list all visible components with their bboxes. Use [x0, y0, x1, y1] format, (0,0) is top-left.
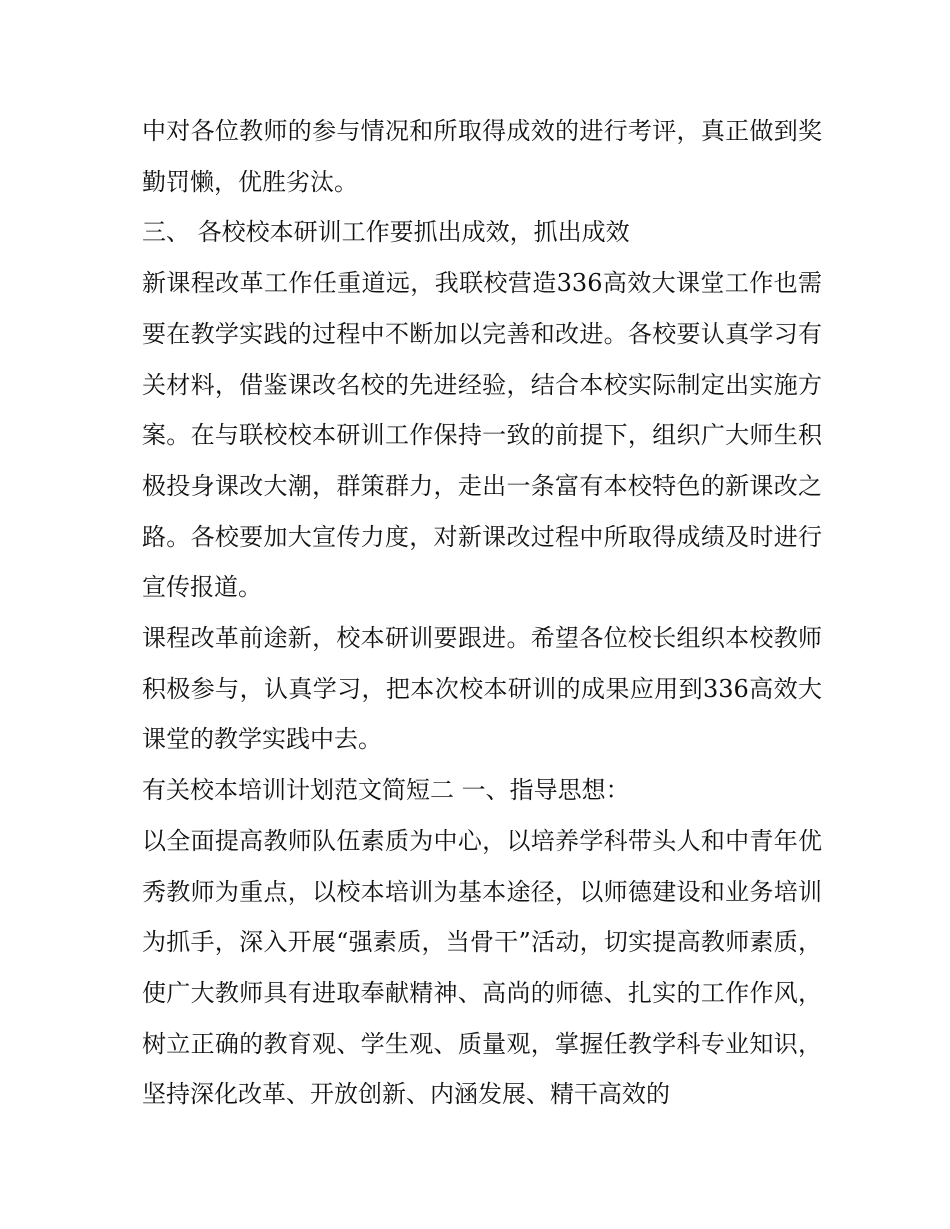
document-body [142, 106, 822, 1120]
paragraph-follow-up: 课程改革前途新，校本研训要跟进。希望各位校长组织本校教师积极参与，认真学习，把本次校本研训的成果应用到336高效大课堂的教学实践中去。 [142, 624, 822, 754]
paragraph-guiding-ideology: 以全面提高教师队伍素质为中心，以培养学科带头人和中青年优秀教师为重点，以校本培训为基本途径，以师德建设和业务培训为抓手，深入开展“强素质，当骨干”活动，切实提高教师素质，使广大教师具有进取奉献精神、高尚的师德、扎实的工作作风，树立正确的教育观、学生观、质量观，掌握任教学科专业知识，坚持深化改革、开放创新、内涵发展、精干高效的 [142, 826, 822, 1109]
section-heading-three: 三、 各校校本研训工作要抓出成效，抓出成效 [142, 218, 630, 247]
paragraph-reform-work: 新课程改革工作任重道远，我联校营造336高效大课堂工作也需要在教学实践的过程中不断加以完善和改进。各校要认真学习有关材料，借鉴课改名校的先进经验，结合本校实际制定出实施方案。在与联校校本研训工作保持一致的前提下，组织广大师生积极投身课改大潮，群策群力，走出一条富有本校特色的新课改之路。各校要加大宣传力度，对新课改过程中所取得成绩及时进行宣传报道。 [142, 269, 822, 602]
section-heading-plan-two: 有关校本培训计划范文简短二 一、指导思想： [142, 776, 630, 805]
paragraph-continuation: 中对各位教师的参与情况和所取得成效的进行考评，真正做到奖勤罚懒，优胜劣汰。 [142, 117, 822, 196]
